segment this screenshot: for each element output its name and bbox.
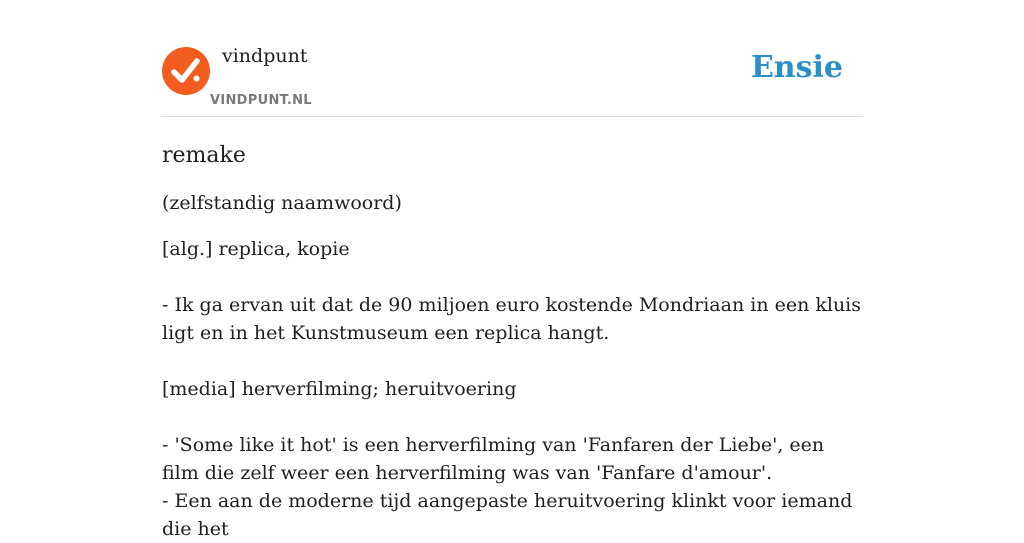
ensie-brand-logo[interactable]: Ensie	[750, 50, 843, 85]
entry-card	[162, 0, 862, 543]
part-of-speech: (zelfstandig naamwoord)	[162, 192, 402, 214]
source-name[interactable]: vindpunt	[222, 45, 308, 67]
example-general: - Ik ga ervan uit dat de 90 miljoen euro kostende Mondriaan in een kluis ligt en in het Kunstmuseum een replica hangt.	[162, 294, 862, 344]
example-media-1: - 'Some like it hot' is een herverfilming van 'Fanfaren der Liebe', een film die zelf weer een herverfilming was van 'Fanfare d'amour'.	[162, 434, 825, 484]
definition-media: [media] herverfilming; heruitvoering	[162, 378, 517, 400]
entry-content	[162, 117, 862, 543]
entry-title: remake	[162, 143, 246, 168]
source-domain[interactable]: VINDPUNT.NL	[210, 93, 312, 108]
source-logo[interactable]	[162, 47, 210, 95]
definition-general: [alg.] replica, kopie	[162, 238, 350, 260]
card-header	[162, 0, 862, 117]
checkmark-icon	[162, 47, 210, 95]
example-media-2: - Een aan de moderne tijd aangepaste heruitvoering klinkt voor iemand die het	[162, 490, 853, 540]
